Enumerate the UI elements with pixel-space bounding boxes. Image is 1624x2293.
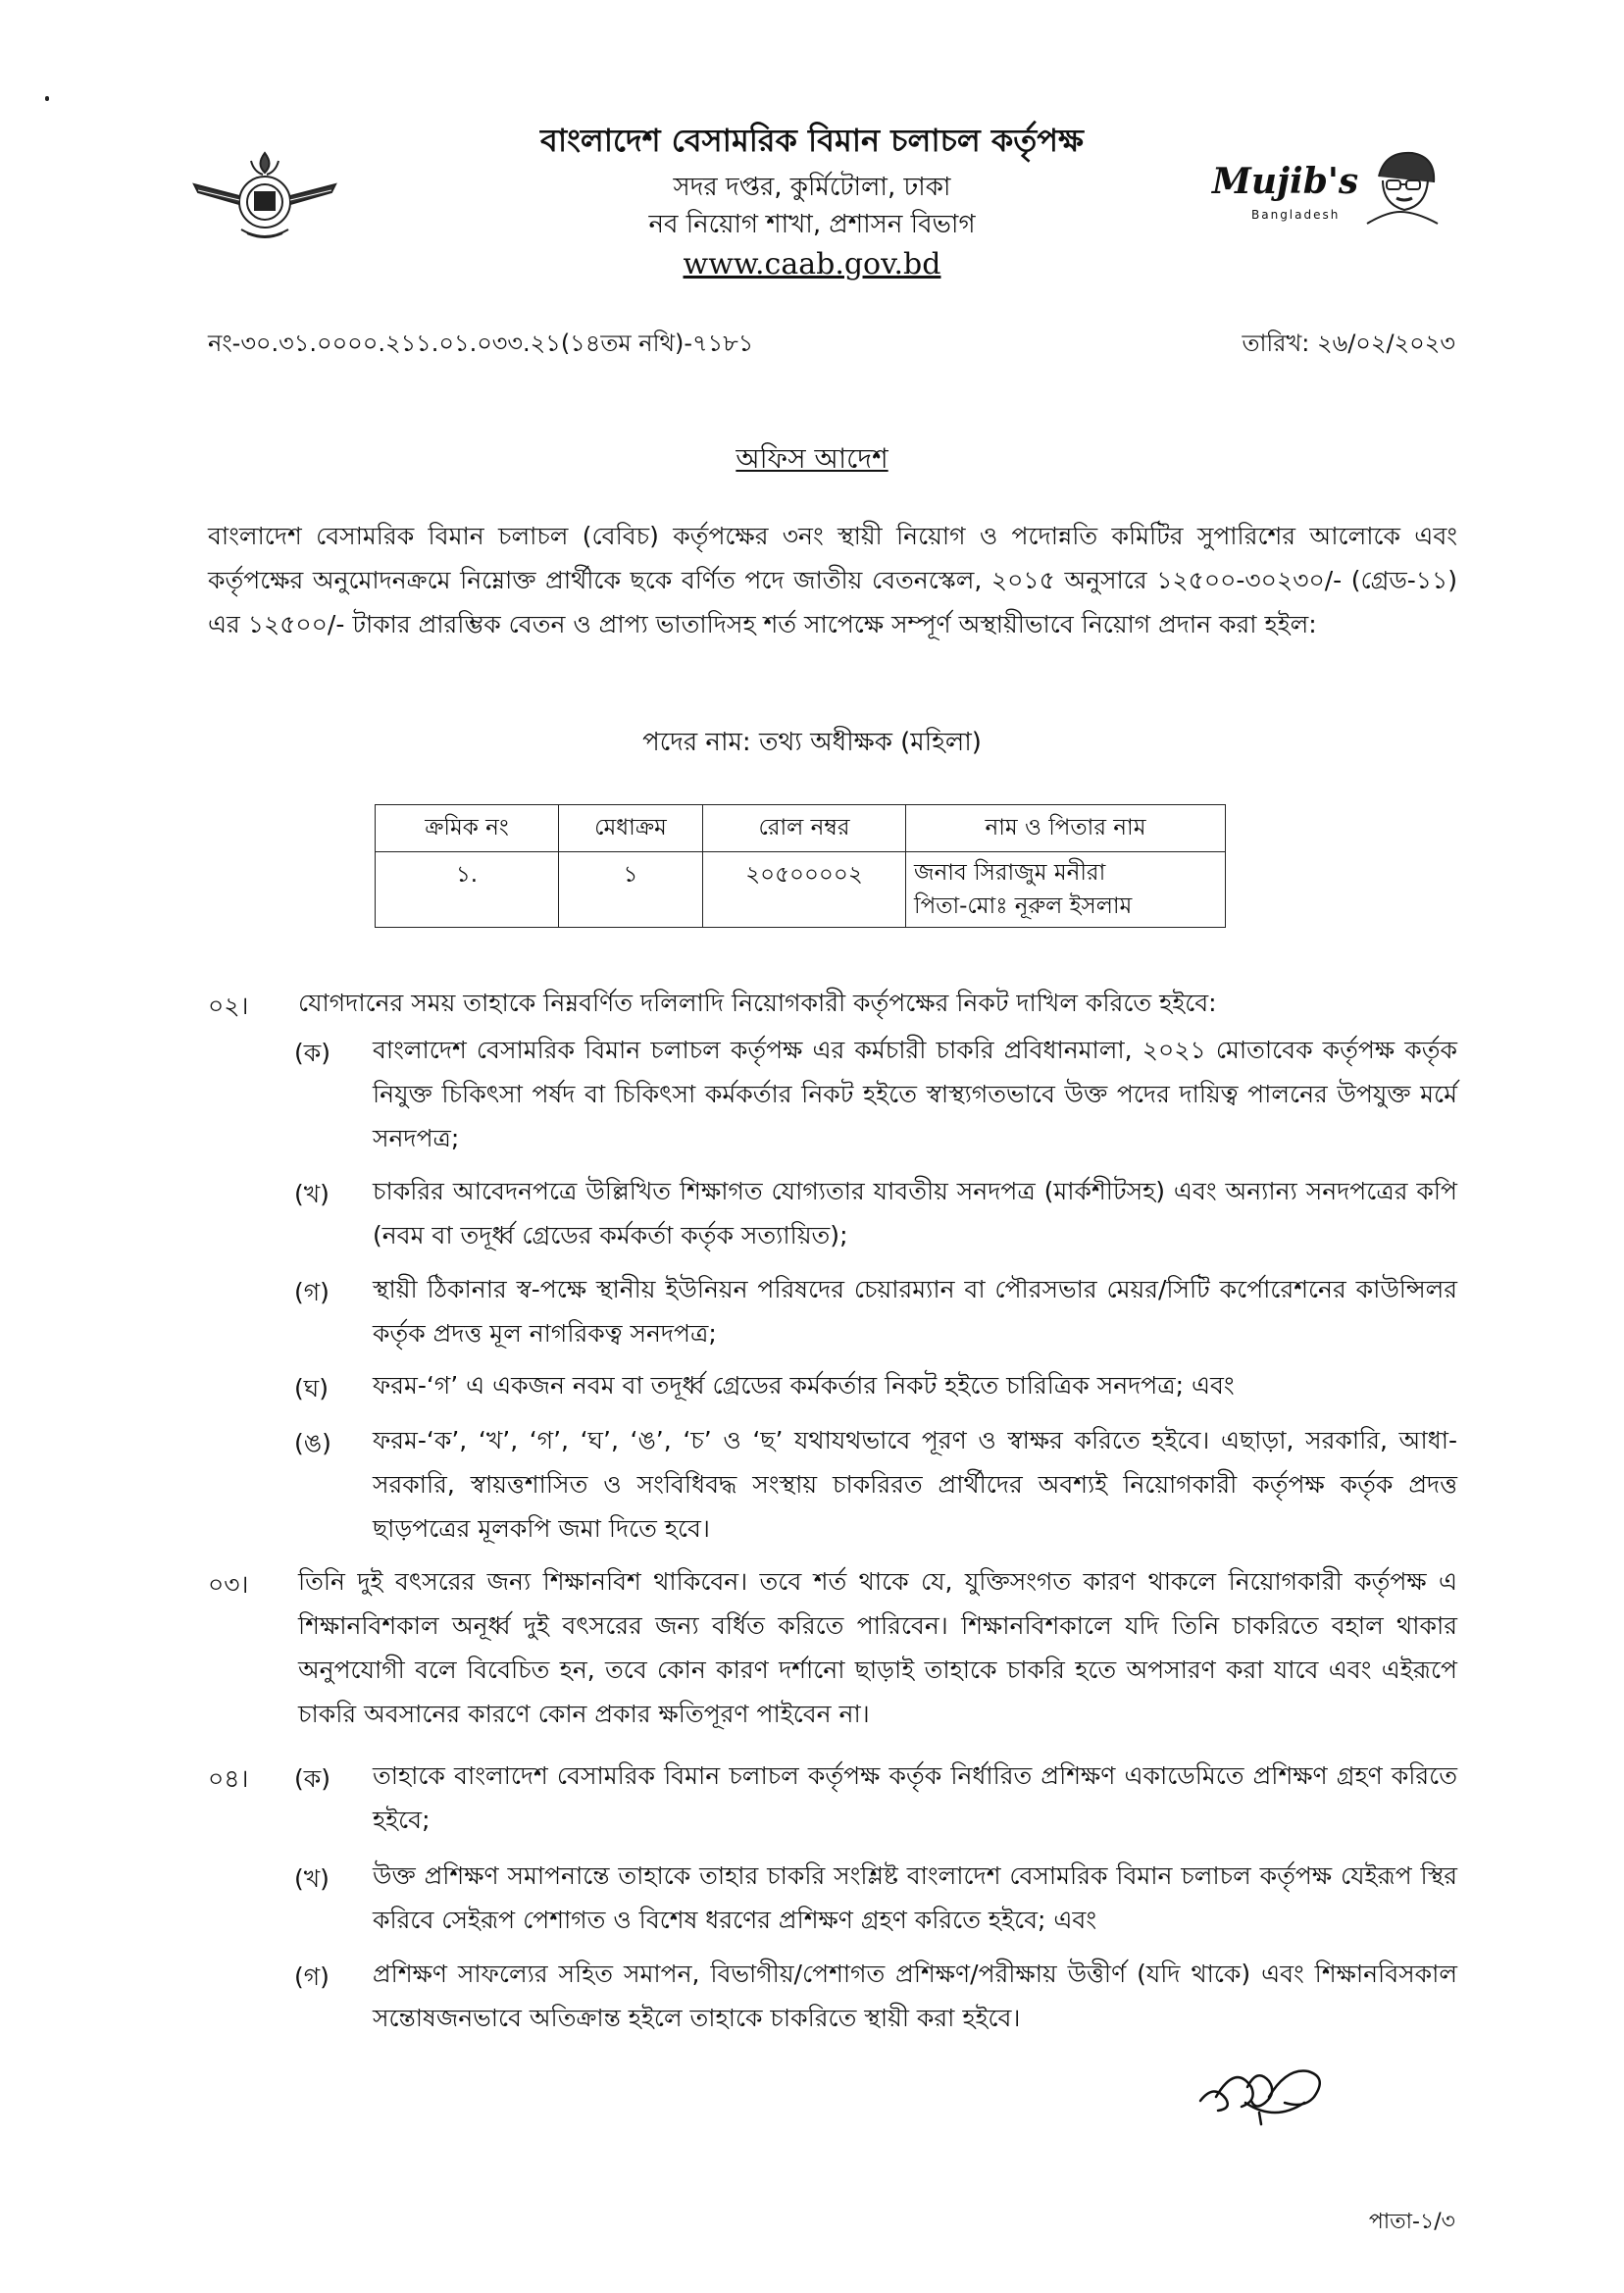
scan-speck [45, 96, 49, 101]
s02-item-e-mark: (ঙ) [294, 1429, 331, 1457]
col-merit: মেধাক্রম [559, 805, 703, 852]
section-03-number: ০৩। [208, 1570, 249, 1599]
post-title: পদের নাম: তথ্য অধীক্ষক (মহিলা) [642, 728, 982, 757]
section-04-number: ০৪। [208, 1764, 249, 1793]
table-row [376, 852, 1226, 928]
s04-item-a-text: তাহাকে বাংলাদেশ বেসামরিক বিমান চলাচল কর্তৃপক্ষ কর্তৃক নির্ধারিত প্রশিক্ষণ একাডেমিতে প্রশিক্ষণ গ্রহণ করিতে হইবে; [373, 1761, 1457, 1834]
section-02-number: ০২। [208, 992, 249, 1020]
mujib-logo-text: Mujib's [1212, 161, 1359, 202]
cell-name [906, 852, 1226, 928]
memo-number: নং-৩০.৩১.০০০০.২১১.০১.০৩৩.২১(১৪তম নথি)-৭১৮১ [208, 330, 754, 357]
signature-icon [1187, 2058, 1353, 2128]
s02-item-c-mark: (গ) [294, 1278, 330, 1306]
org-title: বাংলাদেশ বেসামরিক বিমান চলাচল কর্তৃপক্ষ [540, 122, 1084, 159]
s04-item-c-text: প্রশিক্ষণ সাফল্যের সহিত সমাপন, বিভাগীয়/পেশাগত প্রশিক্ষণ/পরীক্ষায় উত্তীর্ণ (যদি থাকে) এবং শিক্ষানবিসকাল সন্তোষজনভাবে অতিক্রান্ত হইলে তাহাকে চাকরিতে স্থায়ী করা হইবে। [373, 1960, 1457, 2032]
caab-emblem-icon [186, 147, 343, 245]
table-header-row [376, 805, 1226, 852]
order-title-text: অফিস আদেশ [736, 442, 888, 475]
col-serial: ক্রমিক নং [376, 805, 559, 852]
website-link[interactable]: www.caab.gov.bd [683, 247, 941, 281]
order-title [0, 437, 1624, 484]
page-number: পাতা-১/৩ [1368, 2210, 1455, 2234]
memo-date: তারিখ: ২৬/০২/২০২৩ [1242, 330, 1455, 357]
s02-item-b-mark: (খ) [294, 1180, 330, 1208]
candidate-name: জনাব সিরাজুম মনীরা [914, 860, 1106, 886]
s02-item-c-text: স্থায়ী ঠিকানার স্ব-পক্ষে স্থানীয় ইউনিয়ন পরিষদের চেয়ারম্যান বা পৌরসভার মেয়র/সিটি কর্পোরেশনের কাউন্সিলর কর্তৃক প্রদত্ত মূল নাগরিকত্ব সনদপত্র; [373, 1275, 1457, 1348]
branch-name: নব নিয়োগ শাখা, প্রশাসন বিভাগ [648, 210, 976, 239]
mujib-logo [1212, 147, 1447, 235]
s02-item-a-mark: (ক) [294, 1039, 330, 1067]
hq-address: সদর দপ্তর, কুর্মিটোলা, ঢাকা [673, 173, 951, 202]
section-02-lead: যোগদানের সময় তাহাকে নিম্নবর্ণিত দলিলাদি নিয়োগকারী কর্তৃপক্ষের নিকট দাখিল করিতে হইবে: [298, 989, 1217, 1017]
portrait-sketch-icon [1357, 147, 1446, 226]
father-name: পিতা-মোঃ নূরুল ইসলাম [914, 893, 1133, 919]
mujib-logo-subtext: Bangladesh [1251, 208, 1341, 222]
s02-item-d-mark: (ঘ) [294, 1374, 329, 1402]
section-03-text: তিনি দুই বৎসরের জন্য শিক্ষানবিশ থাকিবেন। তবে শর্ত থাকে যে, যুক্তিসংগত কারণ থাকলে নিয়োগকারী কর্তৃপক্ষ এ শিক্ষানবিশকাল অনূর্ধ্ব দুই বৎসরের জন্য বর্ধিত করিতে পারিবেন। শিক্ষানবিশকালে যদি তিনি চাকরিতে বহাল থাকার অনুপযোগী বলে বিবেচিত হন, তবে কোন কারণ দর্শানো ছাড়াই তাহাকে চাকরি হতে অপসারণ করা যাবে এবং এইরূপে চাকরি অবসানের কারণে কোন প্রকার ক্ষতিপূরণ পাইবেন না। [298, 1567, 1457, 1728]
appointment-table [375, 804, 1226, 928]
s04-item-a-mark: (ক) [294, 1764, 330, 1793]
cell-merit: ১ [559, 852, 703, 928]
s04-item-b-mark: (খ) [294, 1864, 330, 1893]
s04-item-b-text: উক্ত প্রশিক্ষণ সমাপনান্তে তাহাকে তাহার চাকরি সংশ্লিষ্ট বাংলাদেশ বেসামরিক বিমান চলাচল কর্তৃপক্ষ যেইরূপ স্থির করিবে সেইরূপ পেশাগত ও বিশেষ ধরণের প্রশিক্ষণ গ্রহণ করিতে হইবে; এবং [373, 1861, 1457, 1934]
cell-roll: ২০৫০০০০২ [703, 852, 906, 928]
s02-item-d-text: ফরম-‘গ’ এ একজন নবম বা তদূর্ধ্ব গ্রেডের কর্মকর্তার নিকট হইতে চারিত্রিক সনদপত্র; এবং [373, 1371, 1235, 1400]
s04-item-c-mark: (গ) [294, 1962, 330, 1991]
s02-item-e-text: ফরম-‘ক’, ‘খ’, ‘গ’, ‘ঘ’, ‘ঙ’, ‘চ’ ও ‘ছ’ যথাযথভাবে পূরণ ও স্বাক্ষর করিতে হইবে। এছাড়া, সরকারি, আধা-সরকারি, স্বায়ত্তশাসিত ও সংবিধিবদ্ধ সংস্থায় চাকরিরত প্রার্থীদের অবশ্যই নিয়োগকারী কর্তৃপক্ষ কর্তৃক প্রদত্ত ছাড়পত্রের মূলকপি জমা দিতে হবে। [373, 1426, 1457, 1543]
s02-item-b-text: চাকরির আবেদনপত্রে উল্লিখিত শিক্ষাগত যোগ্যতার যাবতীয় সনদপত্র (মার্কশীটসহ) এবং অন্যান্য সনদপত্রের কপি (নবম বা তদূর্ধ্ব গ্রেডের কর্মকর্তা কর্তৃক সত্যায়িত); [373, 1177, 1457, 1249]
cell-serial: ১. [376, 852, 559, 928]
col-name: নাম ও পিতার নাম [906, 805, 1226, 852]
col-roll: রোল নম্বর [703, 805, 906, 852]
intro-paragraph: বাংলাদেশ বেসামরিক বিমান চলাচল (বেবিচ) কর্তৃপক্ষের ৩নং স্থায়ী নিয়োগ ও পদোন্নতি কমিটির সুপারিশের আলোকে এবং কর্তৃপক্ষের অনুমোদনক্রমে নিম্নোক্ত প্রার্থীকে ছকে বর্ণিত পদে জাতীয় বেতনস্কেল, ২০১৫ অনুসারে ১২৫০০-৩০২৩০/- (গ্রেড-১১) এর ১২৫০০/- টাকার প্রারম্ভিক বেতন ও প্রাপ্য ভাতাদিসহ শর্ত সাপেক্ষে সম্পূর্ণ অস্থায়ীভাবে নিয়োগ প্রদান করা হইল: [208, 522, 1457, 638]
s02-item-a-text: বাংলাদেশ বেসামরিক বিমান চলাচল কর্তৃপক্ষ এর কর্মচারী চাকরি প্রবিধানমালা, ২০২১ মোতাবেক কর্তৃপক্ষ কর্তৃক নিযুক্ত চিকিৎসা পর্ষদ বা চিকিৎসা কর্মকর্তার নিকট হইতে স্বাস্থ্যগতভাবে উক্ত পদের দায়িত্ব পালনের উপযুক্ত মর্মে সনদপত্র; [373, 1036, 1457, 1152]
